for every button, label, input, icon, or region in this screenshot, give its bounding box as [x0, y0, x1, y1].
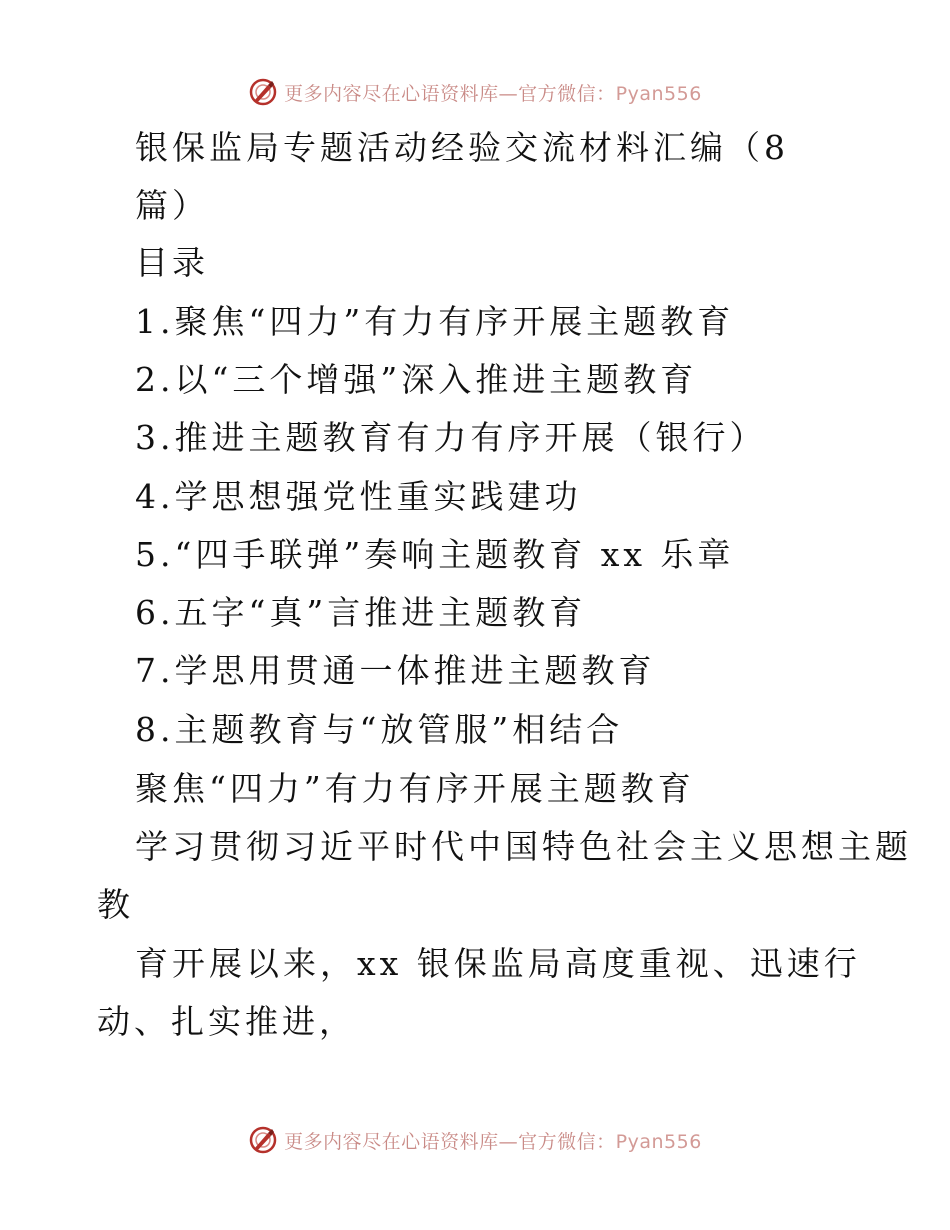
watermark-wechat-id: Pyan556 [615, 1130, 702, 1153]
toc-item: 3.推进主题教育有力有序开展（银行） [135, 418, 767, 457]
watermark-text: 更多内容尽在心语资料库—官方微信： [284, 1130, 616, 1153]
body-paragraph-line: 育开展以来，xx 银保监局高度重视、迅速行 [135, 944, 861, 983]
watermark-header [0, 72, 950, 112]
document-title-line-1: 银保监局专题活动经验交流材料汇编（8 [135, 128, 789, 167]
pen-logo-icon [248, 1125, 278, 1155]
body-paragraph-line: 动、扎实推进， [97, 1002, 356, 1041]
toc-item: 7.学思用贯通一体推进主题教育 [135, 651, 656, 690]
watermark-footer [0, 1120, 950, 1160]
document-title-line-2: 篇） [135, 186, 209, 225]
body-paragraph-line: 学习贯彻习近平时代中国特色社会主义思想主题 [135, 827, 912, 866]
section-title: 聚焦“四力”有力有序开展主题教育 [135, 769, 695, 808]
toc-item: 5.“四手联弹”奏响主题教育 xx 乐章 [135, 535, 735, 574]
pen-logo-icon [248, 77, 278, 107]
toc-item: 8.主题教育与“放管服”相结合 [135, 710, 624, 749]
toc-item: 4.学思想强党性重实践建功 [135, 477, 582, 516]
toc-item: 6.五字“真”言推进主题教育 [135, 593, 587, 632]
toc-item: 1.聚焦“四力”有力有序开展主题教育 [135, 302, 735, 341]
watermark-text: 更多内容尽在心语资料库—官方微信： [284, 82, 616, 105]
watermark-wechat-id: Pyan556 [615, 82, 702, 105]
toc-heading: 目录 [135, 243, 209, 282]
toc-item: 2.以“三个增强”深入推进主题教育 [135, 360, 698, 399]
body-paragraph-line: 教 [97, 885, 134, 924]
